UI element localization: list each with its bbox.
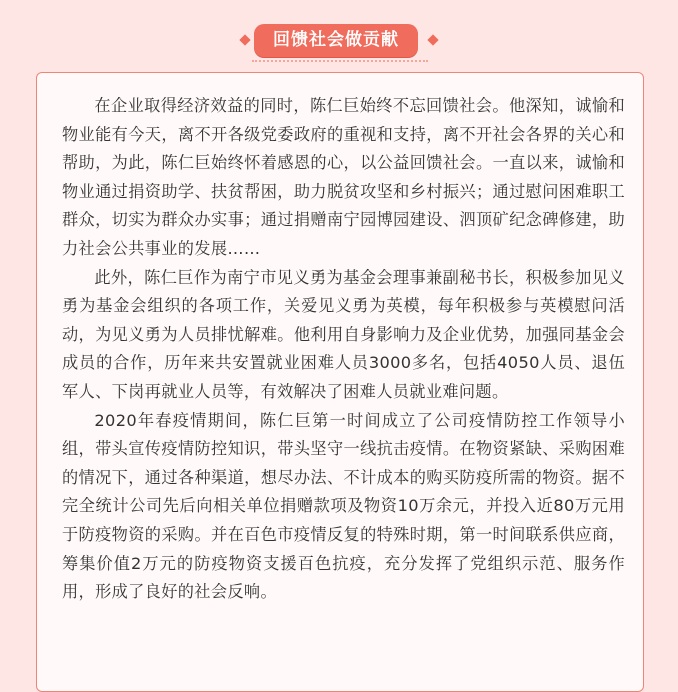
article-paragraph-1: 在企业取得经济效益的同时，陈仁巨始终不忘回馈社会。他深知，诚愉和物业能有今天，离不开各级党委政府的重视和支持，离不开社会各界的关心和帮助，为此，陈仁巨始终怀着感恩的心，以公益回馈社会。一直以来，诚愉和物业通过捐资助学、扶贫帮困，助力脱贫攻坚和乡村振兴；通过慰问困难职工群众，切实为群众办实事；通过捐赠南宁园博园建设、泗顶矿纪念碑修建，助力社会公共事业的发展…… xyxy=(62,96,625,258)
left-diamond-ornament-icon xyxy=(239,34,250,45)
section-header xyxy=(0,22,678,62)
article-card xyxy=(36,72,644,692)
article-paragraph-3: 2020年春疫情期间，陈仁巨第一时间成立了公司疫情防控工作领导小组，带头宣传疫情防控知识，带头坚守一线抗击疫情。在物资紧缺、采购困难的情况下，通过各种渠道，想尽办法、不计成本的购买防疫所需的物资。据不完全统计公司先后向相关单位捐赠款项及物资10万余元，并投入近80万元用于防疫物资的采购。并在百色市疫情反复的特殊时期，第一时间联系供应商，筹集价值2万元的防疫物资支援百色抗疫，充分发挥了党组织示范、服务作用，形成了良好的社会反响。 xyxy=(62,410,625,602)
title-dotted-underline xyxy=(252,60,428,62)
right-diamond-ornament-icon xyxy=(427,34,438,45)
section-title: 回馈社会做贡献 xyxy=(254,24,418,57)
article-paragraph-2: 此外，陈仁巨作为南宁市见义勇为基金会理事兼副秘书长，积极参加见义勇为基金会组织的各项工作，关爱见义勇为英模，每年积极参与英模慰问活动，为见义勇为人员排忧解难。他利用自身影响力及企业优势，加强同基金会成员的合作，历年来共安置就业困难人员3000多名，包括4050人员、退伍军人、下岗再就业人员等，有效解决了困难人员就业难问题。 xyxy=(62,267,625,401)
